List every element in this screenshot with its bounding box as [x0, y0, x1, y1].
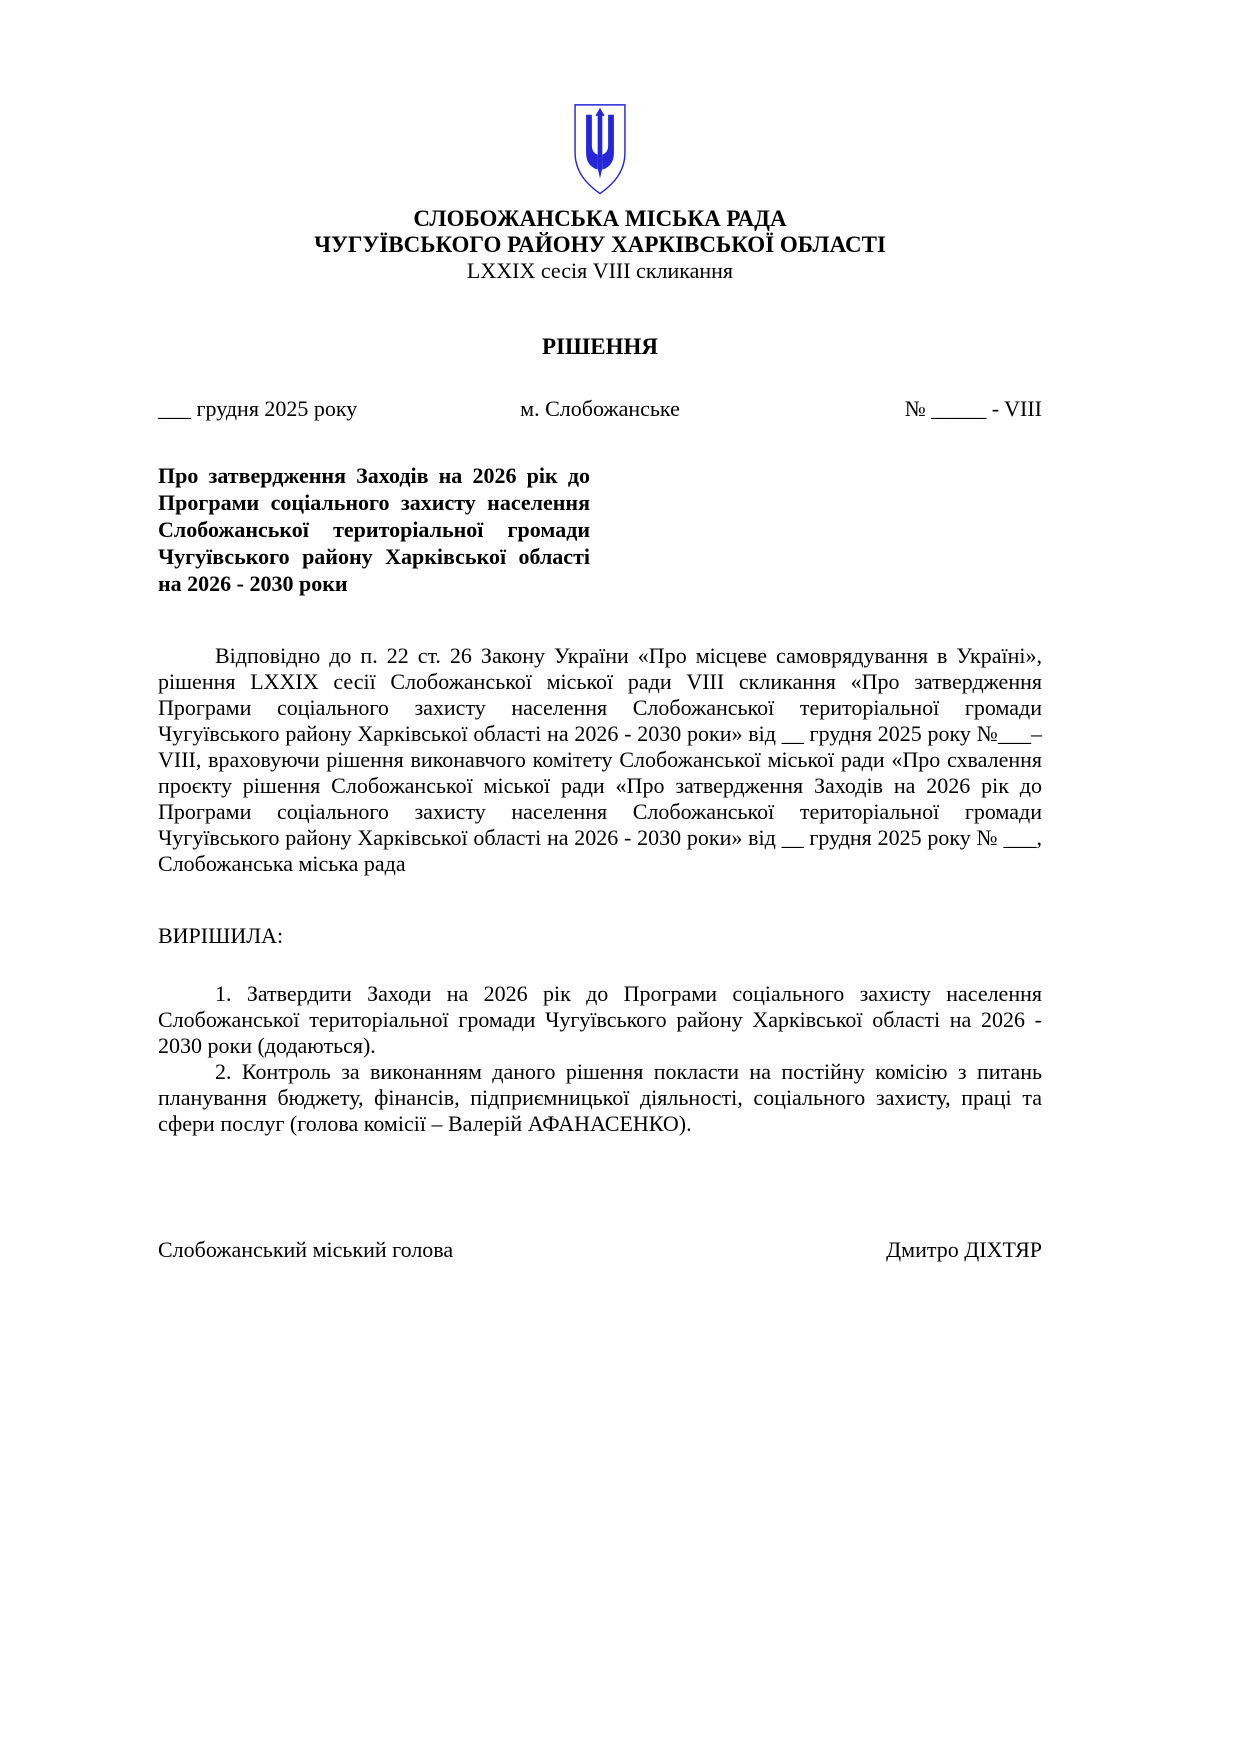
document-header	[158, 103, 1042, 284]
org-name-line-1: СЛОБОЖАНСЬКА МІСЬКА РАДА	[413, 206, 787, 231]
date-blank-field: ___ грудня 2025 року	[158, 396, 358, 421]
document-title: РІШЕННЯ	[542, 334, 658, 359]
signature-row	[158, 1237, 1042, 1263]
subject-block: Про затвердження Заходів на 2026 рік до Програми соціального захисту населення Слобожанської територіальної громади Чугуївського району Харківської області на 2026 - 2030 роки	[158, 463, 590, 596]
signatory-name: Дмитро ДІХТЯР	[886, 1237, 1042, 1262]
ukraine-trident-emblem-icon	[571, 103, 629, 196]
decision-number-field: № _____ - VIII	[904, 396, 1043, 421]
document-page	[158, 0, 1042, 1754]
resolution-item-2: 2. Контроль за виконанням даного рішення покласти на постійну комісію з питань планування бюджету, фінансів, підприємницької діяльності, соціального захисту, праці та сфери послуг (голова комісії – Валерій АФАНАСЕНКО).	[158, 1059, 1042, 1136]
resolved-label: ВИРІШИЛА:	[158, 923, 284, 948]
resolution-item-1: 1. Затвердити Заходи на 2026 рік до Програми соціального захисту населення Слобожанської територіальної громади Чугуївського району Харківської області на 2026 - 2030 роки (додаються).	[158, 981, 1042, 1058]
preamble-paragraph: Відповідно до п. 22 ст. 26 Закону України «Про місцеве самоврядування в Україні», рішення LXXIX сесії Слобожанської міської ради VIII скликання «Про затвердження Програми соціального захисту населення Слобожанської територіальної громади Чугуївського району Харківської області на 2026 - 2030 роки» від __ грудня 2025 року №___– VIII, враховуючи рішення виконавчого комітету Слобожанської міської ради «Про схвалення проєкту рішення Слобожанської міської ради «Про затвердження Заходів на 2026 рік до Програми соціального захисту населення Слобожанської територіальної громади Чугуївського району Харківської області на 2026 - 2030 роки» від __ грудня 2025 року № ___, Слобожанська міська рада	[158, 643, 1042, 876]
org-name-line-2: ЧУГУЇВСЬКОГО РАЙОНУ ХАРКІВСЬКОЇ ОБЛАСТІ	[314, 232, 886, 257]
signatory-position: Слобожанський міський голова	[158, 1237, 454, 1262]
session-line: LXXIX сесія VIII скликання	[466, 258, 734, 283]
place-label: м. Слобожанське	[520, 396, 680, 421]
date-row	[158, 396, 1042, 422]
